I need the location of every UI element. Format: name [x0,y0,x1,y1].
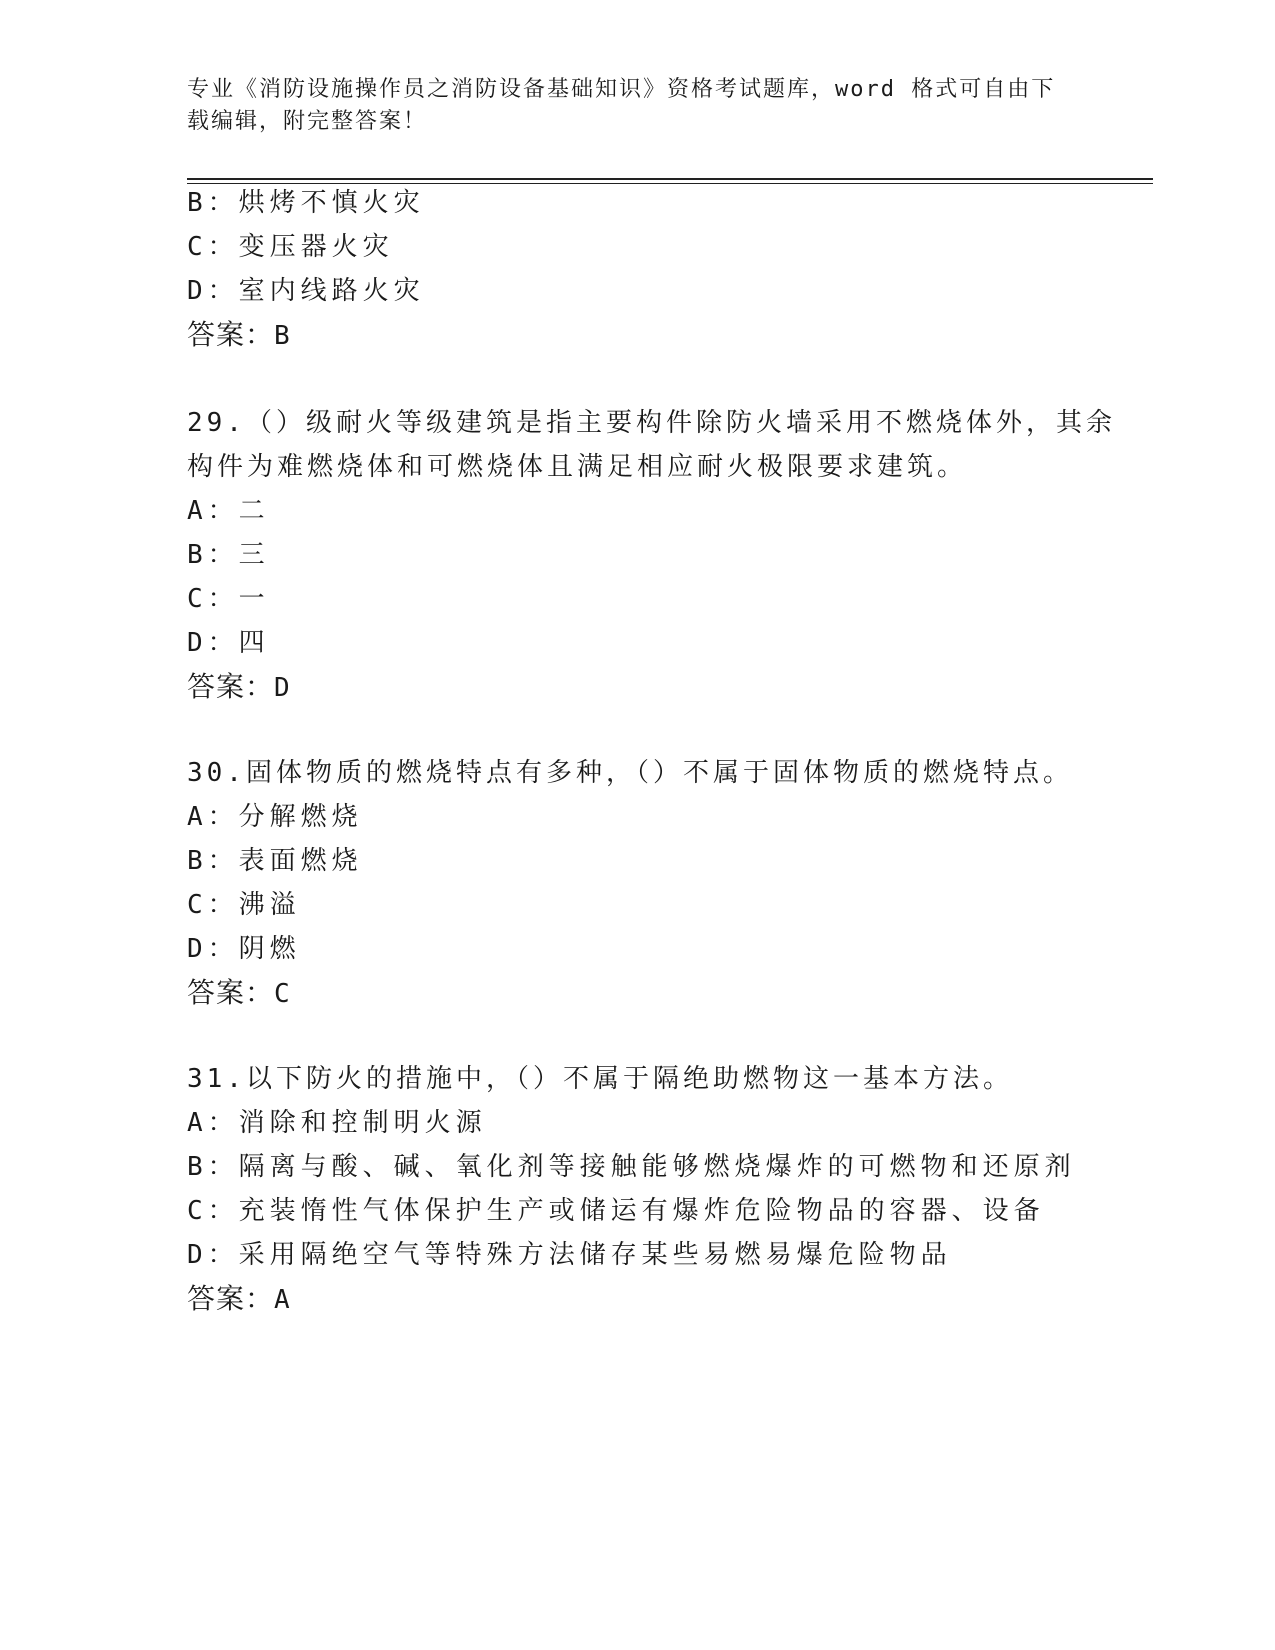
answer-label: 答案： [187,1282,275,1315]
answer-value: C [274,979,291,1009]
option-d: D：室内线路火灾 [187,276,425,306]
header-divider-thick [187,178,1153,180]
option-b: B：隔离与酸、碱、氧化剂等接触能够燃烧爆炸的可燃物和还原剂 [187,1152,1076,1182]
question-stem: 31.以下防火的措施中，（）不属于隔绝助燃物这一基本方法。 [187,1064,1013,1094]
header-line-1: 专业《消防设施操作员之消防设备基础知识》资格考试题库，word 格式可自由下 [187,77,1056,102]
question-stem-continued: 构件为难燃烧体和可燃烧体且满足相应耐火极限要求建筑。 [187,452,968,482]
option-d: D：阴燃 [187,934,301,964]
question-stem: 29.（）级耐火等级建筑是指主要构件除防火墙采用不燃烧体外，其余 [187,408,1116,438]
option-c: C：沸溢 [187,890,301,920]
option-c: C：充装惰性气体保护生产或储运有爆炸危险物品的容器、设备 [187,1196,1045,1226]
answer-line [187,670,291,705]
option-b: B：表面燃烧 [187,846,363,876]
answer-line [187,1282,291,1317]
option-d: D：四 [187,628,270,658]
answer-value: B [274,321,291,351]
answer-label: 答案： [187,318,275,351]
answer-label: 答案： [187,670,275,703]
question-stem: 30.固体物质的燃烧特点有多种，（）不属于固体物质的燃烧特点。 [187,758,1073,788]
option-a: A：分解燃烧 [187,802,363,832]
answer-value: D [274,673,291,703]
answer-label: 答案： [187,976,275,1009]
option-a: A：二 [187,496,270,526]
option-d: D：采用隔绝空气等特殊方法储存某些易燃易爆危险物品 [187,1240,952,1270]
header-line-2: 载编辑，附完整答案！ [187,109,428,134]
answer-value: A [274,1285,291,1315]
answer-line [187,318,291,353]
option-b: B：三 [187,540,270,570]
option-c: C：变压器火灾 [187,232,394,262]
option-a: A：消除和控制明火源 [187,1108,487,1138]
option-c: C：一 [187,584,270,614]
header-divider-thin [187,183,1153,184]
option-b: B：烘烤不慎火灾 [187,188,425,218]
answer-line [187,976,291,1011]
document-header [187,74,1067,138]
